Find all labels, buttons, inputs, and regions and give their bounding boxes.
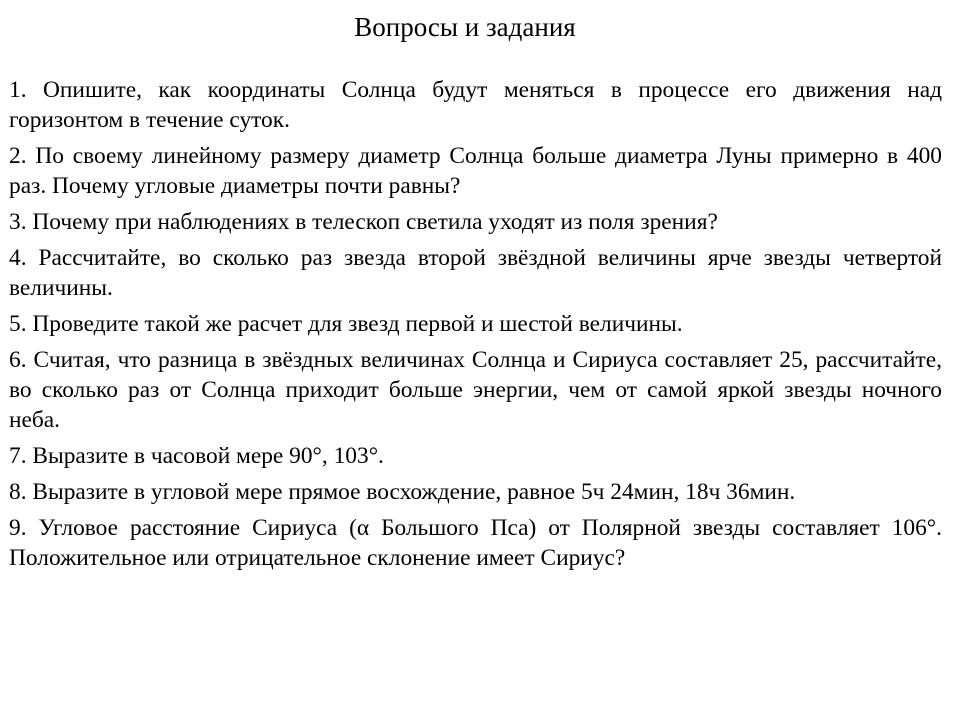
question-item: 2. По своему линейному размеру диаметр Солнца больше диаметра Луны примерно в 400 раз. Почему угловые диаметры почти равны? [9, 143, 942, 199]
question-item: 8. Выразите в угловой мере прямое восхождение, равное 5ч 24мин, 18ч 36мин. [9, 479, 796, 505]
question-item: 4. Рассчитайте, во сколько раз звезда второй звёздной величины ярче звезды четвертой величины. [9, 245, 942, 301]
question-list [9, 75, 942, 579]
page-title: Вопросы и задания [354, 12, 576, 42]
question-item: 7. Выразите в часовой мере 90°, 103°. [9, 443, 384, 469]
question-item: 5. Проведите такой же расчет для звезд первой и шестой величины. [9, 311, 683, 337]
question-item: 6. Считая, что разница в звёздных величинах Солнца и Сириуса составляет 25, рассчитайте, во сколько раз от Солнца приходит больше энергии, чем от самой яркой звезды ночного неба. [9, 347, 942, 433]
question-item: 3. Почему при наблюдениях в телескоп светила уходят из поля зрения? [9, 209, 718, 235]
question-item: 9. Угловое расстояние Сириуса (α Большого Пса) от Полярной звезды составляет 106°. Положительное или отрицательное склонение имеет Сириус? [9, 515, 942, 571]
question-item: 1. Опишите, как координаты Солнца будут меняться в процессе его движения над горизонтом в течение суток. [9, 77, 942, 133]
